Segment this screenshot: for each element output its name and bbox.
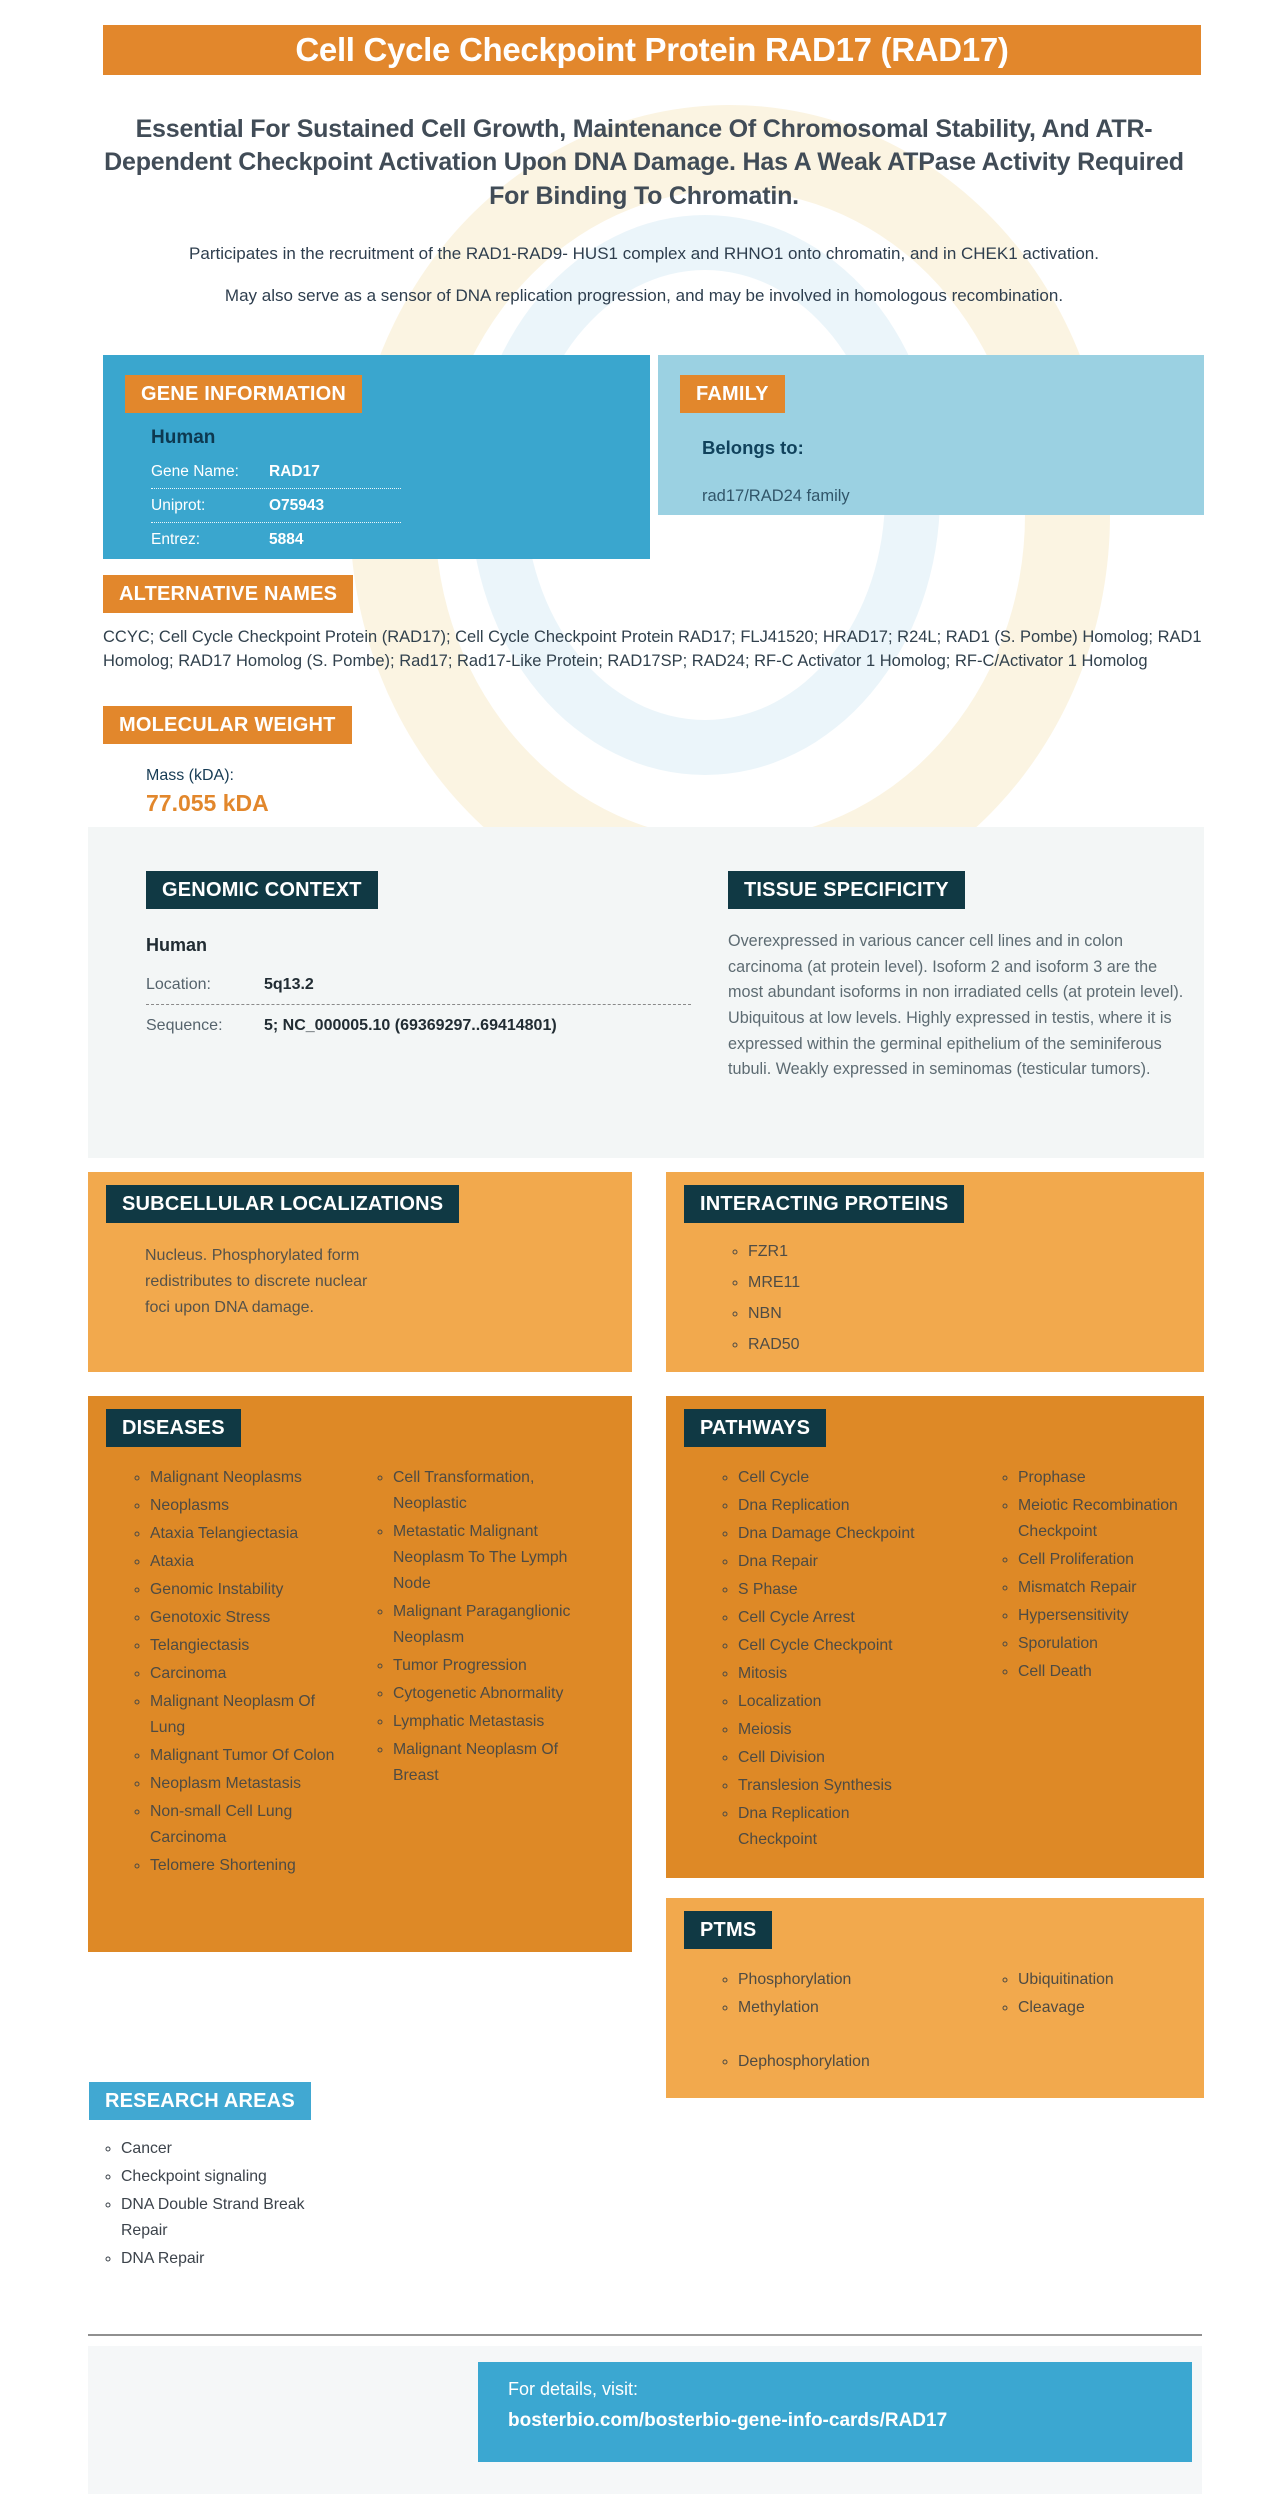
list-item: ◦ Methylation: [738, 1995, 916, 2021]
diseases-heading: DISEASES: [106, 1409, 241, 1447]
list-item: ◦ Cell Cycle Arrest: [738, 1605, 916, 1631]
genomic-tissue-panel: [88, 827, 1204, 1158]
species-label: Human: [151, 426, 216, 448]
list-item: ◦ Dna Replication Checkpoint: [738, 1801, 916, 1853]
diseases-list-col2: [338, 1465, 600, 1881]
sequence-value: 5; NC_000005.10 (69369297..69414801): [264, 1017, 557, 1035]
list-item: ◦ S Phase: [738, 1577, 916, 1603]
list-item: ◦ Malignant Neoplasms: [150, 1465, 338, 1491]
list-item: ◦ Dephosphorylation: [738, 2049, 916, 2075]
tissue-specificity-text: Overexpressed in various cancer cell lines and in colon carcinoma (at protein level). Isoform 2 and isoform 3 are the most abundant isoforms in non irradiated cells (at protein level). Ubiquitous at low levels. Highly expressed in testis, where it is expressed within the germinal epithelium of the seminiferous tubuli. Weakly expressed in seminomas (testicular tumors).: [728, 932, 1184, 1079]
genomic-species-label: Human: [146, 935, 208, 956]
pathways-list-col1: [666, 1465, 916, 1855]
list-item: ◦ Cleavage: [1018, 1995, 1204, 2021]
entrez-label: Entrez:: [151, 530, 201, 548]
diseases-list-col1: [88, 1465, 338, 1881]
gene-information-card: [103, 355, 650, 559]
list-item: ◦ Cancer: [121, 2136, 339, 2162]
mass-label: Mass (kDA):: [146, 767, 234, 785]
list-item: ◦ Localization: [738, 1689, 916, 1715]
location-row: [146, 964, 691, 1005]
list-item: ◦ Metastatic Malignant Neoplasm To The Lymph Node: [393, 1519, 600, 1597]
entrez-row: [151, 523, 401, 556]
list-item: ◦ Cytogenetic Abnormality: [393, 1681, 600, 1707]
pathways-heading: PATHWAYS: [684, 1409, 826, 1447]
family-heading: FAMILY: [680, 375, 785, 413]
ptms-card: [666, 1898, 1204, 2098]
list-item: ◦ DNA Repair: [121, 2246, 339, 2272]
list-item: ◦ Dna Repair: [738, 1549, 916, 1575]
genomic-context-heading: GENOMIC CONTEXT: [146, 871, 378, 909]
tissue-specificity-section: [728, 871, 1198, 1158]
uniprot-label: Uniprot:: [151, 496, 206, 514]
list-item: ◦ Mismatch Repair: [1018, 1575, 1204, 1601]
gene-name-label: Gene Name:: [151, 462, 239, 480]
interacting-proteins-list: [666, 1237, 1204, 1360]
list-item: ◦ Cell Death: [1018, 1659, 1204, 1685]
protein-description: [64, 241, 1224, 309]
list-item: ◦ Cell Cycle: [738, 1465, 916, 1491]
list-item: ◦ Neoplasms: [150, 1493, 338, 1519]
description-line: Participates in the recruitment of the RAD1-RAD9- HUS1 complex and RHNO1 onto chromatin, and in CHEK1 activation.: [189, 243, 1099, 263]
belongs-to-label: Belongs to:: [702, 436, 804, 458]
footer-divider: [88, 2334, 1202, 2336]
list-item: ◦ Neoplasm Metastasis: [150, 1771, 338, 1797]
subcellular-localizations-text: Nucleus. Phosphorylated form redistributes to discrete nuclear foci upon DNA damage.: [145, 1247, 368, 1317]
page-title: Cell Cycle Checkpoint Protein RAD17 (RAD17): [103, 25, 1201, 75]
family-value: rad17/RAD24 family: [702, 486, 850, 505]
pathways-list-col2: [916, 1465, 1204, 1855]
family-card: [658, 355, 1204, 515]
genomic-context-section: [146, 871, 702, 1158]
footer-link[interactable]: bosterbio.com/bosterbio-gene-info-cards/RAD17: [508, 2410, 948, 2432]
interacting-proteins-card: [666, 1172, 1204, 1372]
list-item: ◦ Tumor Progression: [393, 1653, 600, 1679]
list-item: ◦ Malignant Paraganglionic Neoplasm: [393, 1599, 600, 1651]
uniprot-value: O75943: [269, 496, 325, 514]
list-item: ◦ MRE11: [748, 1268, 1204, 1299]
interacting-proteins-heading: INTERACTING PROTEINS: [684, 1185, 964, 1223]
entrez-value: 5884: [269, 530, 304, 548]
list-item: ◦ Cell Proliferation: [1018, 1547, 1204, 1573]
ptms-list-col2: [916, 1967, 1204, 2077]
list-item: ◦ NBN: [748, 1299, 1204, 1330]
list-item: ◦ Cell Transformation, Neoplastic: [393, 1465, 600, 1517]
description-line: May also serve as a sensor of DNA replication progression, and may be involved in homologous recombination.: [224, 286, 1064, 306]
protein-summary-headline: Essential For Sustained Cell Growth, Maintenance Of Chromosomal Stability, And ATR-Dependent Checkpoint Activation Upon DNA Damage. Has A Weak ATPase Activity Required For Binding To Chromatin.: [104, 115, 1184, 210]
list-item: ◦ Genotoxic Stress: [150, 1605, 338, 1631]
footer-panel: [88, 2346, 1202, 2494]
list-item: ◦ Malignant Tumor Of Colon: [150, 1743, 338, 1769]
sequence-row: [146, 1005, 691, 1045]
ptms-heading: PTMS: [684, 1911, 772, 1949]
list-item: ◦ Genomic Instability: [150, 1577, 338, 1603]
pathways-card: [666, 1396, 1204, 1878]
footer-details-box: [478, 2362, 1192, 2462]
sequence-label: Sequence:: [146, 1017, 223, 1035]
list-item: ◦ Meiosis: [738, 1717, 916, 1743]
list-item: ◦ Dna Replication: [738, 1493, 916, 1519]
list-item: ◦ Malignant Neoplasm Of Lung: [150, 1689, 338, 1741]
list-item: ◦ Cell Cycle Checkpoint: [738, 1633, 916, 1659]
list-item: ◦ Telomere Shortening: [150, 1853, 338, 1879]
list-item: ◦ Mitosis: [738, 1661, 916, 1687]
list-item: ◦ Lymphatic Metastasis: [393, 1709, 600, 1735]
list-item: ◦ FZR1: [748, 1237, 1204, 1268]
molecular-weight-heading: MOLECULAR WEIGHT: [103, 706, 352, 744]
gene-information-heading: GENE INFORMATION: [125, 375, 362, 413]
subcellular-localizations-card: [88, 1172, 632, 1372]
list-item: ◦ Hypersensitivity: [1018, 1603, 1204, 1629]
subcellular-localizations-heading: SUBCELLULAR LOCALIZATIONS: [106, 1185, 459, 1223]
list-item: ◦ Dna Damage Checkpoint: [738, 1521, 916, 1547]
list-item: ◦ Ubiquitination: [1018, 1967, 1204, 1993]
list-item: ◦ Malignant Neoplasm Of Breast: [393, 1737, 600, 1789]
list-item: ◦ Ataxia: [150, 1549, 338, 1575]
gene-name-value: RAD17: [269, 462, 320, 480]
list-item: ◦ Telangiectasis: [150, 1633, 338, 1659]
location-value: 5q13.2: [264, 976, 314, 994]
footer-visit-label: For details, visit:: [508, 2379, 639, 2400]
list-item: ◦ RAD50: [748, 1330, 1204, 1361]
uniprot-row: [151, 489, 401, 523]
tissue-specificity-heading: TISSUE SPECIFICITY: [728, 871, 965, 909]
list-item: ◦ Carcinoma: [150, 1661, 338, 1687]
alternative-names-text: CCYC; Cell Cycle Checkpoint Protein (RAD17); Cell Cycle Checkpoint Protein RAD17; FLJ41520; HRAD17; R24L; RAD1 (S. Pombe) Homolog; RAD1 Homolog; RAD17 Homolog (S. Pombe); Rad17; Rad17-Like Protein; RAD17SP; RAD24; RF-C Activator 1 Homolog; RF-C/Activator 1 Homolog: [103, 627, 1202, 670]
list-item: ◦ Checkpoint signaling: [121, 2164, 339, 2190]
list-item: ◦ Prophase: [1018, 1465, 1204, 1491]
list-item: ◦ Non-small Cell Lung Carcinoma: [150, 1799, 338, 1851]
alternative-names-heading: ALTERNATIVE NAMES: [103, 575, 353, 613]
list-item: ◦ Cell Division: [738, 1745, 916, 1771]
list-item: ◦ Sporulation: [1018, 1631, 1204, 1657]
location-label: Location:: [146, 976, 211, 994]
list-item: ◦ Meiotic Recombination Checkpoint: [1018, 1493, 1204, 1545]
diseases-card: [88, 1396, 632, 1952]
gene-name-row: [151, 455, 401, 489]
ptms-list-col1: [666, 1967, 916, 2077]
research-areas-heading: RESEARCH AREAS: [89, 2082, 311, 2120]
list-item: ◦ Translesion Synthesis: [738, 1773, 916, 1799]
list-item: ◦ Phosphorylation: [738, 1967, 916, 1993]
list-item: ◦ Ataxia Telangiectasia: [150, 1521, 338, 1547]
mass-value: 77.055 kDA: [146, 790, 269, 817]
list-item: ◦ DNA Double Strand Break Repair: [121, 2192, 339, 2244]
research-areas-list: [89, 2136, 339, 2272]
